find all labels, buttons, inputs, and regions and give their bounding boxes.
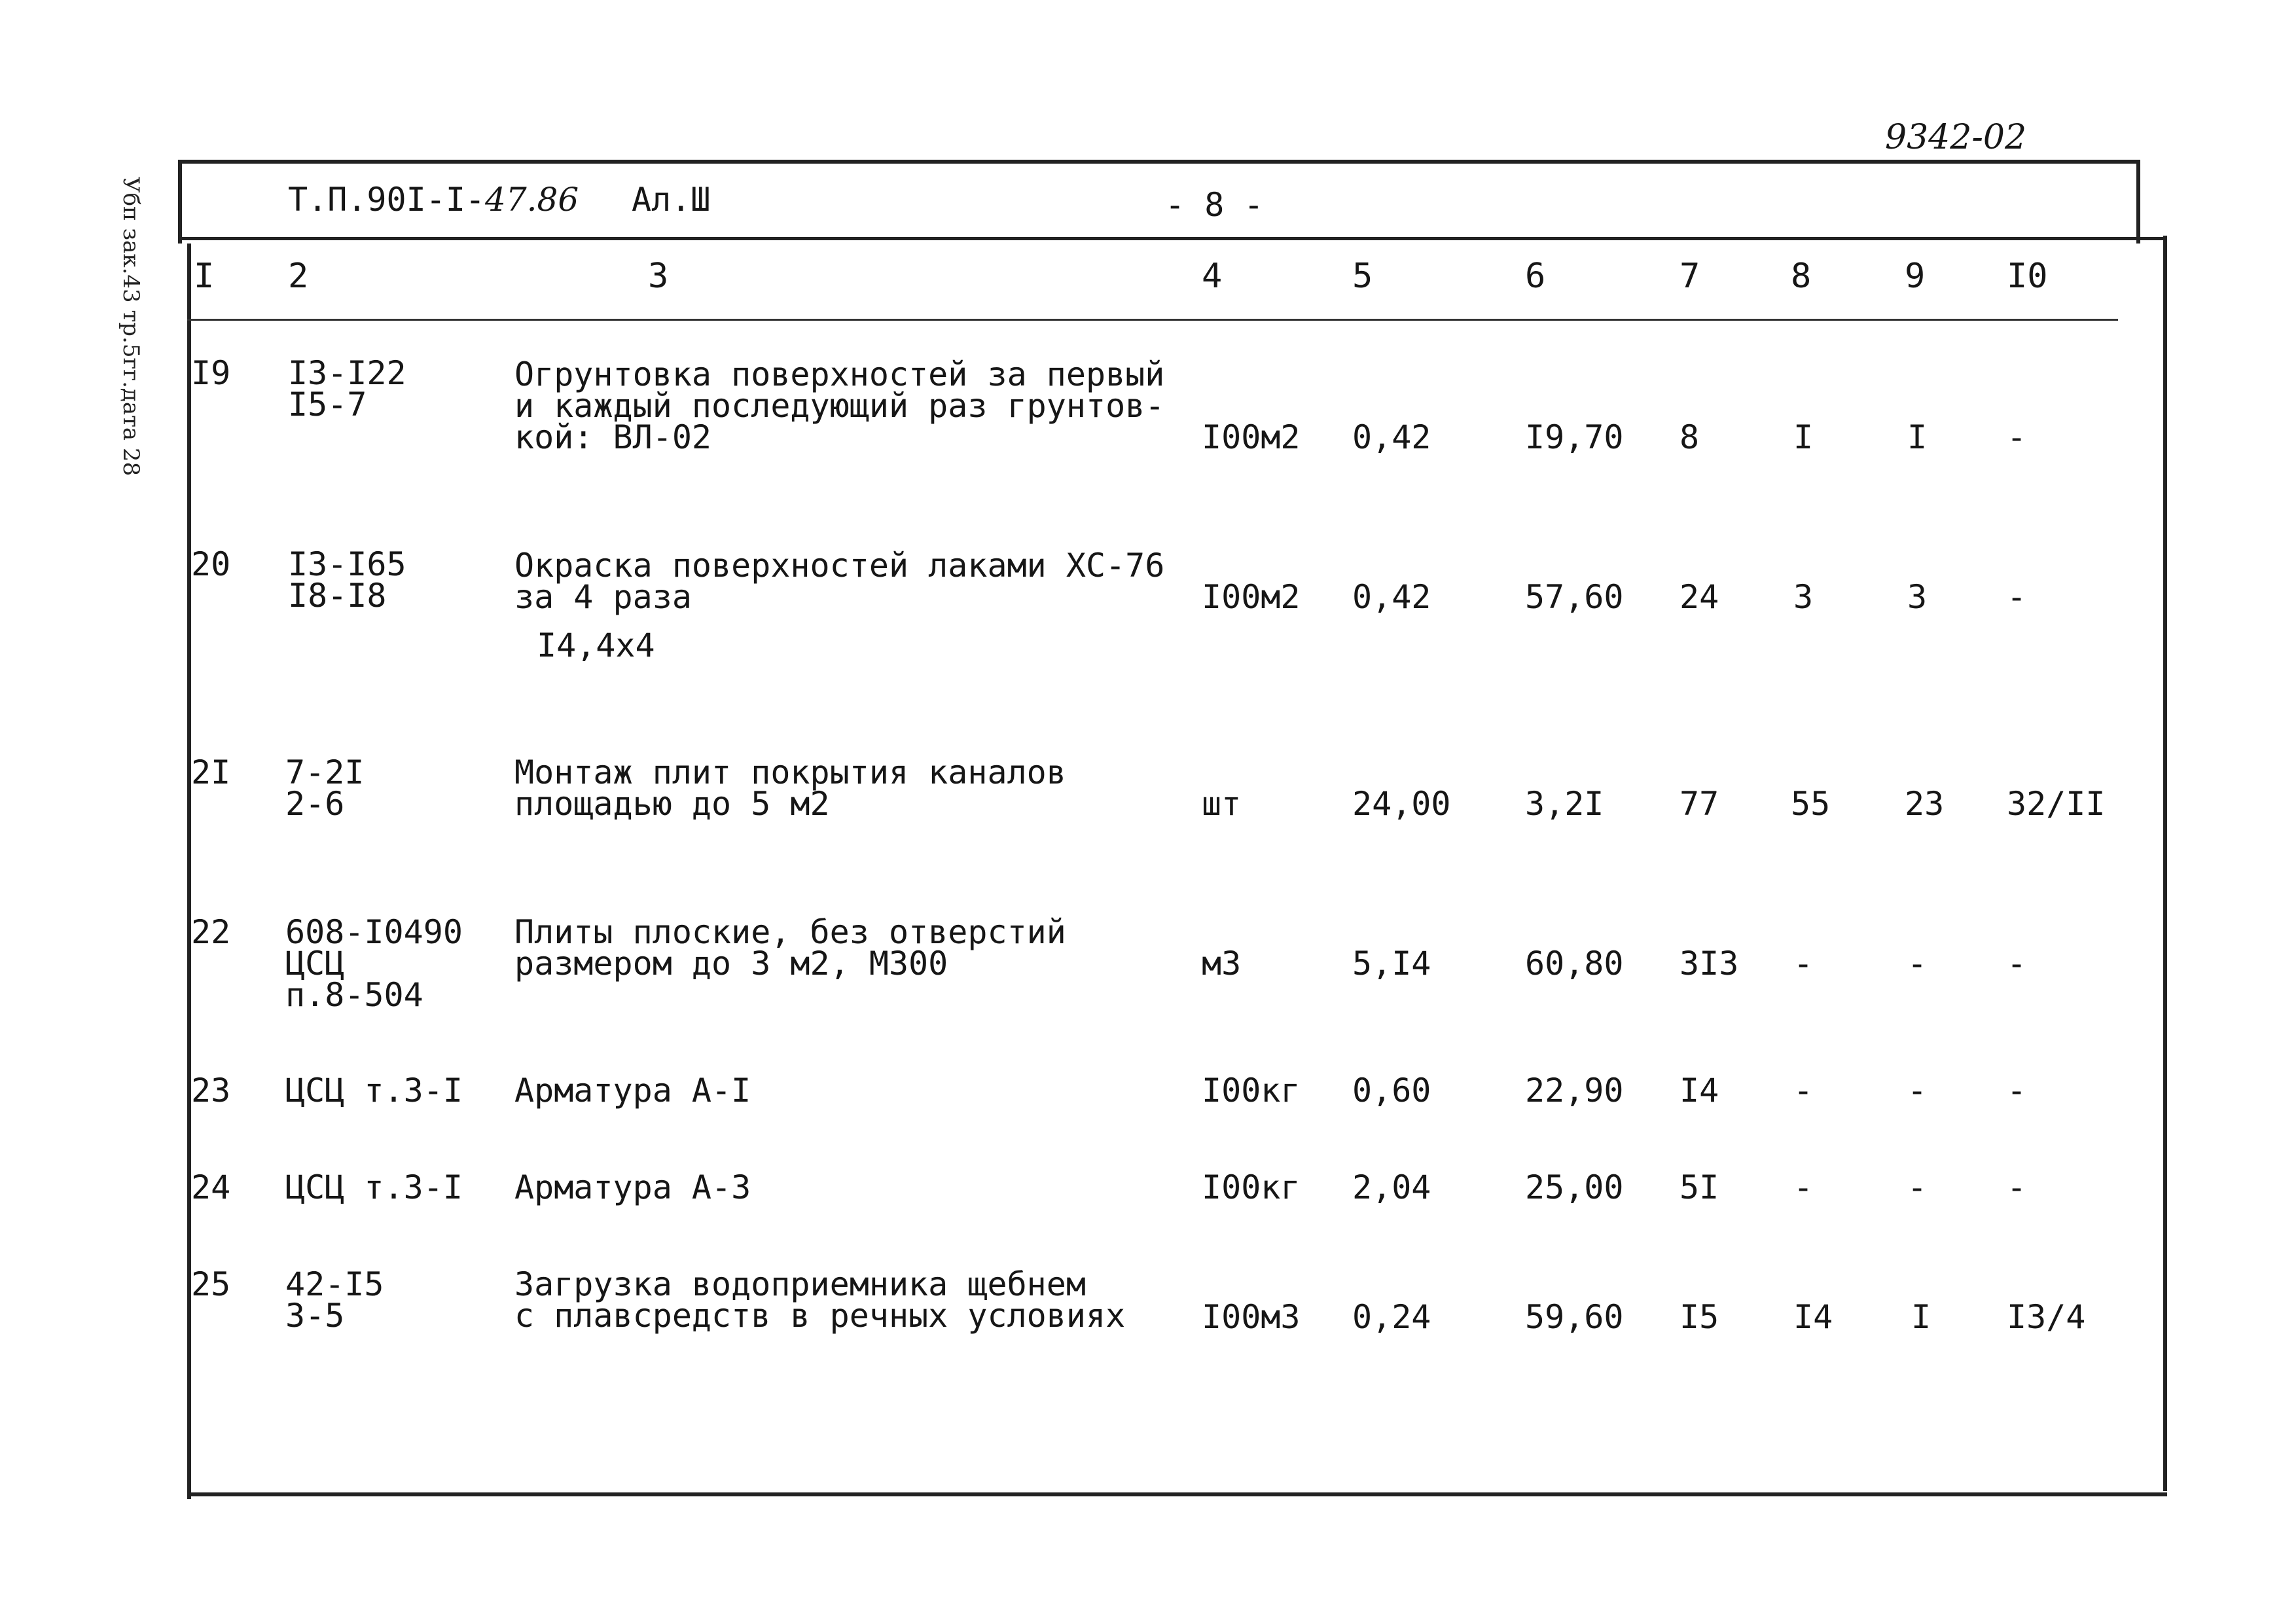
rate-code-line: I3-I65	[288, 545, 406, 583]
description-line: площадью до 5 м2	[514, 785, 830, 823]
unit: I00кг	[1202, 1072, 1301, 1110]
unit-price: 3,2I	[1525, 785, 1604, 823]
quantity: 24,00	[1352, 785, 1451, 823]
column-number: 7	[1679, 257, 1700, 296]
description-line: Плиты плоские, без отверстий	[514, 913, 1066, 951]
doc-code-handwritten: 47.86	[485, 181, 579, 219]
description-line: Монтаж плит покрытия каналов	[514, 753, 1066, 791]
cell-col10: -	[2007, 578, 2027, 616]
cell-col7: 5I	[1679, 1168, 1719, 1206]
frame-top-border	[178, 160, 2140, 164]
doc-code	[288, 181, 579, 219]
unit-price: 22,90	[1525, 1072, 1624, 1110]
description-line: Огрунтовка поверхностей за первый	[514, 355, 1165, 393]
rate-code-line: 2-6	[285, 785, 345, 823]
quantity: 0,42	[1352, 418, 1431, 456]
cell-col9: -	[1907, 1168, 1928, 1206]
cell-col8: 3	[1793, 578, 1814, 616]
frame-left-border	[187, 244, 191, 1499]
rate-code-line: 608-I0490	[285, 913, 463, 951]
work-description	[514, 913, 1066, 983]
cell-col8: I4	[1793, 1298, 1833, 1336]
album-label: Ал.Ш	[632, 181, 711, 219]
unit: I00м3	[1202, 1298, 1301, 1336]
rate-code	[288, 354, 406, 424]
work-description	[514, 355, 1165, 456]
quantity: 0,60	[1352, 1072, 1431, 1110]
cell-col9: I	[1911, 1298, 1931, 1336]
column-number: 5	[1352, 257, 1373, 296]
cell-col8: I	[1793, 418, 1814, 456]
cell-col10: -	[2007, 418, 2027, 456]
description-line: Загрузка водоприемника щебнем	[514, 1265, 1086, 1303]
rate-code-line: I3-I22	[288, 354, 406, 392]
column-number: 8	[1791, 257, 1812, 296]
quantity: 2,04	[1352, 1168, 1431, 1206]
unit: I00м2	[1202, 578, 1301, 616]
unit: шт	[1202, 785, 1242, 823]
frame-right-border-upper	[2136, 160, 2140, 244]
cell-col9: -	[1907, 945, 1928, 983]
column-number: 9	[1905, 257, 1926, 296]
unit-price: 57,60	[1525, 578, 1624, 616]
row-number: 22	[191, 913, 231, 951]
cell-col8: -	[1793, 1072, 1814, 1110]
rate-code-line: 42-I5	[285, 1265, 384, 1303]
cell-col10: I3/4	[2007, 1298, 2086, 1336]
row-number: 2I	[191, 753, 231, 791]
frame-right-border	[2163, 236, 2167, 1491]
header-separator	[178, 237, 2167, 240]
unit: м3	[1202, 945, 1242, 983]
page-number: - 8 -	[1165, 186, 1264, 224]
column-number: I0	[2007, 257, 2048, 296]
cell-col7: I5	[1679, 1298, 1719, 1336]
description-note: I4,4x4	[537, 626, 655, 664]
unit: I00кг	[1202, 1168, 1301, 1206]
column-number: 6	[1525, 257, 1546, 296]
description-line: за 4 раза	[514, 578, 692, 616]
description-line: кой: ВЛ-02	[514, 418, 712, 456]
unit: I00м2	[1202, 418, 1301, 456]
rate-code	[285, 913, 463, 1014]
column-number: I	[194, 257, 215, 296]
cell-col7: 24	[1679, 578, 1719, 616]
rate-code-line: I8-I8	[288, 577, 387, 615]
unit-price: 60,80	[1525, 945, 1624, 983]
margin-stamp: Убп зак.43 тр.5гг.дата 28	[118, 177, 144, 477]
row-number: 25	[191, 1265, 231, 1303]
description-line: Арматура А-I	[514, 1072, 751, 1110]
corner-note: 9342-02	[1885, 118, 2027, 157]
row-number: 20	[191, 545, 231, 583]
rate-code	[285, 1265, 384, 1335]
description-line: и каждый последующий раз грунтов-	[514, 387, 1165, 425]
cell-col9: I	[1907, 418, 1928, 456]
quantity: 0,42	[1352, 578, 1431, 616]
frame-left-border-upper	[178, 160, 182, 244]
quantity: 5,I4	[1352, 945, 1431, 983]
cell-col7: I4	[1679, 1072, 1719, 1110]
rate-code	[285, 1168, 463, 1206]
doc-code-typed: Т.П.90I-I-	[288, 181, 486, 219]
quantity: 0,24	[1352, 1298, 1431, 1336]
row-number: 24	[191, 1168, 231, 1206]
rate-code-line: 3-5	[285, 1297, 345, 1335]
work-description	[514, 753, 1066, 823]
row-number: I9	[191, 354, 231, 392]
column-number: 2	[288, 257, 309, 296]
cell-col10: -	[2007, 1168, 2027, 1206]
rate-code	[285, 1072, 463, 1110]
cell-col10: 32/II	[2007, 785, 2106, 823]
frame-bottom-border	[187, 1492, 2167, 1496]
unit-price: 25,00	[1525, 1168, 1624, 1206]
work-description	[514, 1168, 751, 1206]
rate-code	[285, 753, 365, 823]
cell-col7: 77	[1679, 785, 1719, 823]
description-line: Окраска поверхностей лаками ХС-76	[514, 547, 1165, 585]
cell-col10: -	[2007, 945, 2027, 983]
work-description	[514, 547, 1165, 616]
rate-code-line: ЦСЦ т.3-I	[285, 1072, 463, 1110]
cell-col7: 3I3	[1679, 945, 1739, 983]
description-line: с плавсредств в речных условиях	[514, 1297, 1126, 1335]
work-description	[514, 1265, 1126, 1335]
rate-code-line: I5-7	[288, 386, 367, 424]
cell-col8: 55	[1791, 785, 1831, 823]
cell-col9: -	[1907, 1072, 1928, 1110]
column-number: 4	[1202, 257, 1223, 296]
cell-col9: 3	[1907, 578, 1928, 616]
cell-col10: -	[2007, 1072, 2027, 1110]
row-number: 23	[191, 1072, 231, 1110]
rate-code-line: п.8-504	[285, 976, 423, 1014]
description-line: размером до 3 м2, М300	[514, 945, 948, 983]
cell-col9: 23	[1905, 785, 1945, 823]
unit-price: 59,60	[1525, 1298, 1624, 1336]
cell-col8: -	[1793, 945, 1814, 983]
column-header-underline	[187, 319, 2118, 321]
cell-col7: 8	[1679, 418, 1700, 456]
work-description	[514, 1072, 751, 1110]
unit-price: I9,70	[1525, 418, 1624, 456]
cell-col8: -	[1793, 1168, 1814, 1206]
rate-code-line: 7-2I	[285, 753, 365, 791]
column-number: 3	[648, 257, 669, 296]
rate-code-line: ЦСЦ т.3-I	[285, 1168, 463, 1206]
rate-code-line: ЦСЦ	[285, 945, 345, 983]
rate-code	[288, 545, 406, 615]
description-line: Арматура А-3	[514, 1168, 751, 1206]
